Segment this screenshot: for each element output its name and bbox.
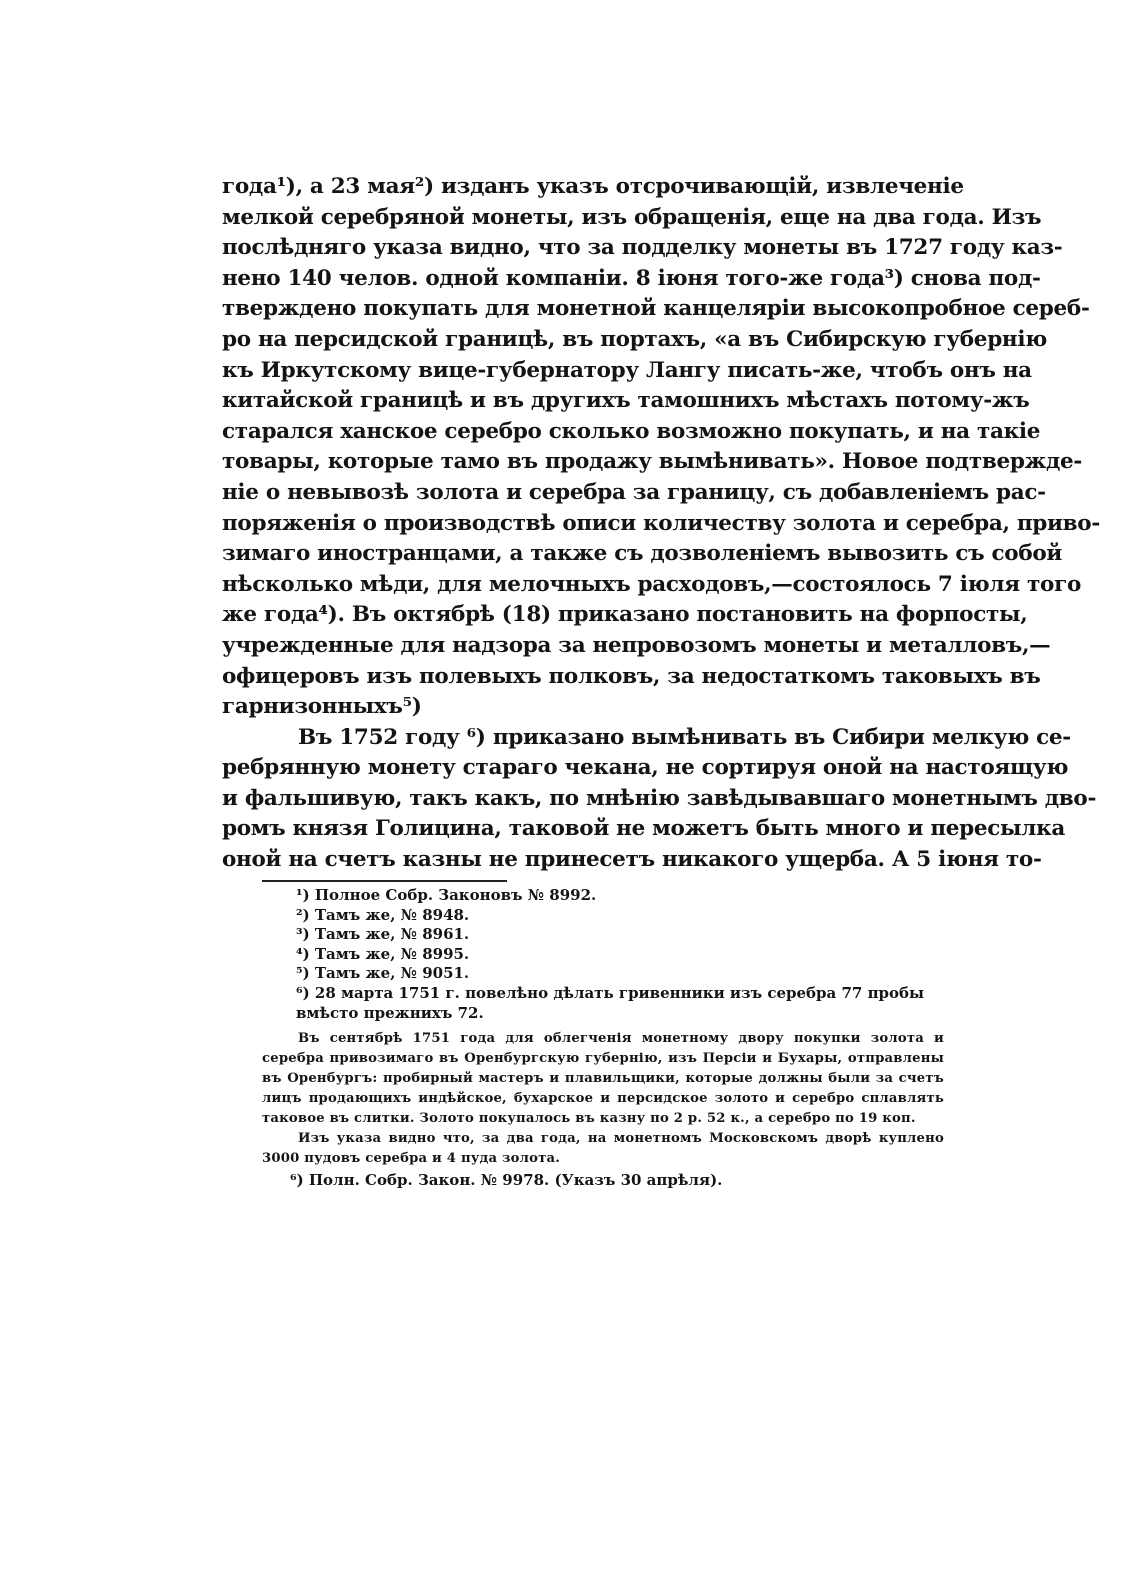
text-line: нѣсколько мѣди, для мелочныхъ расходовъ,—состоялось 7 іюля того [222, 571, 1081, 597]
footnote: ⁶) 28 марта 1751 г. повелѣно дѣлать гривенники изъ серебра 77 пробы вмѣсто прежнихъ 72. [296, 983, 925, 1022]
text-line: оной на счетъ казны не принесетъ никакого ущерба. А 5 іюня то- [222, 847, 1042, 873]
text-line: и фальшивую, такъ какъ, по мнѣнію завѣдывавшаго монетнымъ дво- [222, 785, 1097, 811]
text-line: къ Иркутскому вице-губернатору Лангу писать-же, чтобъ онъ на [222, 357, 1032, 383]
text-line: старался ханское серебро сколько возможно покупать, и на такіе [222, 418, 1041, 444]
footnote: ⁴) Тамъ же, № 8995. [296, 944, 470, 963]
text-line: мелкой серебряной монеты, изъ обращенія, еще на два года. Изъ [222, 204, 1042, 230]
text-line: года¹), а 23 мая²) изданъ указъ отсрочивающій, извлеченіе [222, 174, 964, 199]
text-line: китайской границѣ и въ другихъ тамошнихъ мѣстахъ потому-жъ [222, 388, 1030, 414]
text-line: учрежденные для надзора за непровозомъ монеты и металловъ,— [222, 632, 1051, 658]
text-line: ро на персидской границѣ, въ портахъ, «а въ Сибирскую губернію [222, 326, 1047, 352]
footnote: ¹) Полное Собр. Законовъ № 8992. [296, 886, 597, 904]
text-line: товары, которые тамо въ продажу вымѣнивать». Новое подтвержде- [222, 449, 1083, 475]
text-line: послѣдняго указа видно, что за подделку монеты въ 1727 году каз- [222, 235, 1063, 261]
footnote-paragraph: Въ сентябрѣ 1751 года для облегченія монетному двору покупки золота и серебра привозимаго въ Оренбургскую губернію, изъ Персіи и Бухары, отправлены въ Оренбургъ: пробирный мастеръ и плавильщики, которые должны были за счетъ лицъ продающихъ индѣйское, бухарское и персидское золото и серебро сплавлять таковое въ слитки. Золото покупалось въ казну по 2 р. 52 к., а серебро по 19 коп. [262, 1031, 944, 1127]
text-line: гарнизонныхъ⁵) [222, 694, 422, 720]
text-line: тверждено покупать для монетной канцеляріи высокопробное сереб- [222, 296, 1090, 322]
text-line: поряженія о производствѣ описи количеству золота и серебра, приво- [222, 510, 1100, 536]
text-line: офицеровъ изъ полевыхъ полковъ, за недостаткомъ таковыхъ въ [222, 663, 1041, 689]
footnote: ⁵) Тамъ же, № 9051. [296, 964, 470, 983]
text-line: ромъ князя Голицина, таковой не можетъ быть много и пересылка [222, 816, 1066, 842]
footnotes [262, 886, 944, 1191]
text-line: же года⁴). Въ октябрѣ (18) приказано постановить на форпосты, [222, 602, 1028, 628]
footnote-divider [262, 880, 507, 882]
footnote-paragraph: Изъ указа видно что, за два года, на монетномъ Московскомъ дворѣ куплено 3000 пудовъ серебра и 4 пуда золота. [262, 1131, 944, 1167]
text-line: зимаго иностранцами, а также съ дозволеніемъ вывозить съ собой [222, 541, 1063, 567]
main-text [222, 172, 1100, 876]
text-line: ніе о невывозѣ золота и серебра за границу, съ добавленіемъ рас- [222, 479, 1046, 505]
text-line: нено 140 челов. одной компаніи. 8 іюня того-же года³) снова под- [222, 265, 1041, 291]
footnote-comment [262, 1029, 944, 1169]
text-line: Въ 1752 году ⁶) приказано вымѣнивать въ Сибири мелкую се- [298, 724, 1071, 750]
footnote: ²) Тамъ же, № 8948. [296, 905, 470, 924]
footnote: ⁶) Полн. Собр. Закон. № 9978. (Указъ 30 апрѣля). [290, 1171, 723, 1190]
footnote: ³) Тамъ же, № 8961. [296, 925, 470, 944]
text-line: ребрянную монету стараго чекана, не сортируя оной на настоящую [222, 755, 1069, 781]
